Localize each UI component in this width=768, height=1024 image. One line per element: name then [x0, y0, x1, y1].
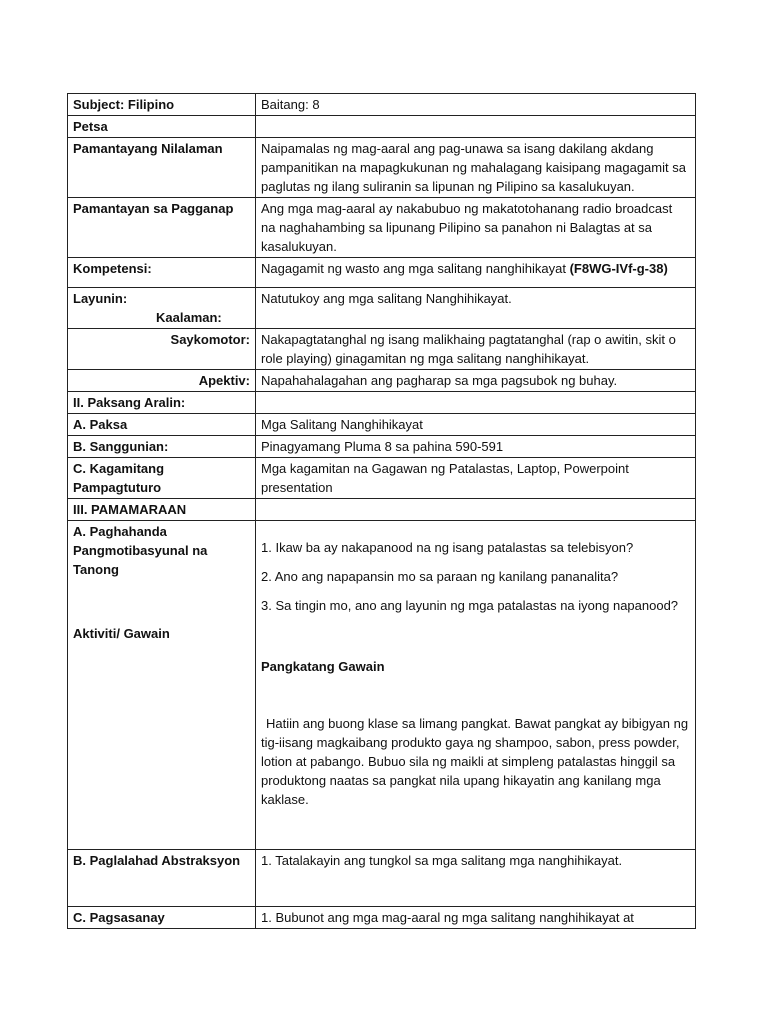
row-kagamitan	[68, 458, 696, 499]
row-paglalahad	[68, 850, 696, 907]
grade-value: Baitang: 8	[256, 94, 696, 116]
group-activity-title: Pangkatang Gawain	[261, 659, 385, 674]
practice-label: C. Pagsasanay	[68, 907, 256, 929]
materials-label: C. Kagamitang Pampagtuturo	[68, 458, 256, 499]
row-paghahanda	[68, 521, 696, 850]
row-paksa	[68, 414, 696, 436]
row-apektiv	[68, 370, 696, 392]
row-layunin	[68, 288, 696, 329]
competency-label: Kompetensi:	[68, 258, 256, 288]
question-item: 2. Ano ang napapansin mo sa paraan ng kanilang pananalita?	[261, 569, 619, 584]
affective-label: Apektiv:	[68, 370, 256, 392]
question-item: 1. Ikaw ba ay nakapanood na ng isang patalastas sa telebisyon?	[261, 540, 634, 555]
topic-label: A. Paksa	[68, 414, 256, 436]
lesson-plan-table	[67, 93, 696, 929]
row-saykomotor	[68, 329, 696, 370]
row-subject	[68, 94, 696, 116]
row-nilalaman	[68, 138, 696, 198]
objectives-label: Layunin:	[73, 291, 128, 306]
objectives-cell	[68, 288, 256, 329]
subject-label: Subject: Filipino	[68, 94, 256, 116]
row-sanggunian	[68, 436, 696, 458]
performance-standard-value: Ang mga mag-aaral ay nakabubuo ng makatotohanang radio broadcast na naghahambing sa lipunang Pilipino sa panahon ni Balagtas at sa kasalukuyan.	[256, 198, 696, 258]
competency-value: Nagagamit ng wasto ang mga salitang nanghihikayat	[261, 261, 570, 276]
row-paksang-aralin	[68, 392, 696, 414]
row-pagsasanay	[68, 907, 696, 929]
content-standard-value: Naipamalas ng mag-aaral ang pag-unawa sa isang dakilang akdang pampanitikan na mapagkukunan ng mahalagang kaisipang magagamit sa paglutas ng ilang suliranin sa lipunan ng Pilipino sa kasalukuyan.	[256, 138, 696, 198]
topic-value: Mga Salitang Nanghihikayat	[256, 414, 696, 436]
row-pamamaraan	[68, 499, 696, 521]
preparation-label: A. Paghahanda Pangmotibasyunal na Tanong	[73, 524, 208, 577]
reference-label: B. Sanggunian:	[68, 436, 256, 458]
procedure-label: III. PAMAMARAAN	[68, 499, 256, 521]
preparation-cell	[68, 521, 256, 850]
group-activity-text: Hatiin ang buong klase sa limang pangkat. Bawat pangkat ay bibigyan ng tig-iisang magkaibang produkto gaya ng shampoo, sabon, press powder, lotion at pabango. Bubuo sila ng maikli at simpleng patalastas hinggil sa produktong naatas sa pangkat nila upang hikayatin ang kanilang mga kaklase.	[261, 716, 689, 807]
preparation-content	[256, 521, 696, 850]
question-item: 3. Sa tingin mo, ano ang layunin ng mga patalastas na iyong napanood?	[261, 598, 679, 613]
content-standard-label: Pamantayang Nilalaman	[68, 138, 256, 198]
activity-label: Aktiviti/ Gawain	[73, 626, 170, 641]
cognitive-value: Natutukoy ang mga salitang Nanghihikayat.	[256, 288, 696, 329]
competency-cell	[256, 258, 696, 288]
date-label: Petsa	[68, 116, 256, 138]
subject-matter-value	[256, 392, 696, 414]
materials-value: Mga kagamitan na Gagawan ng Patalastas, Laptop, Powerpoint presentation	[256, 458, 696, 499]
psychomotor-value: Nakapagtatanghal ng isang malikhaing pagtatanghal (rap o awitin, skit o role playing) ginagamitan ng mga salitang nanghihikayat.	[256, 329, 696, 370]
date-value	[256, 116, 696, 138]
psychomotor-label: Saykomotor:	[68, 329, 256, 370]
row-pagganap	[68, 198, 696, 258]
row-petsa	[68, 116, 696, 138]
presentation-label: B. Paglalahad Abstraksyon	[68, 850, 256, 907]
row-kompetensi	[68, 258, 696, 288]
practice-value: 1. Bubunot ang mga mag-aaral ng mga salitang nanghihikayat at	[256, 907, 696, 929]
presentation-value: 1. Tatalakayin ang tungkol sa mga salitang mga nanghihikayat.	[256, 850, 696, 907]
affective-value: Napahahalagahan ang pagharap sa mga pagsubok ng buhay.	[256, 370, 696, 392]
performance-standard-label: Pamantayan sa Pagganap	[68, 198, 256, 258]
procedure-value	[256, 499, 696, 521]
reference-value: Pinagyamang Pluma 8 sa pahina 590-591	[256, 436, 696, 458]
competency-code: (F8WG-IVf-g-38)	[569, 261, 668, 276]
cognitive-label: Kaalaman:	[156, 310, 222, 325]
subject-matter-label: II. Paksang Aralin:	[68, 392, 256, 414]
